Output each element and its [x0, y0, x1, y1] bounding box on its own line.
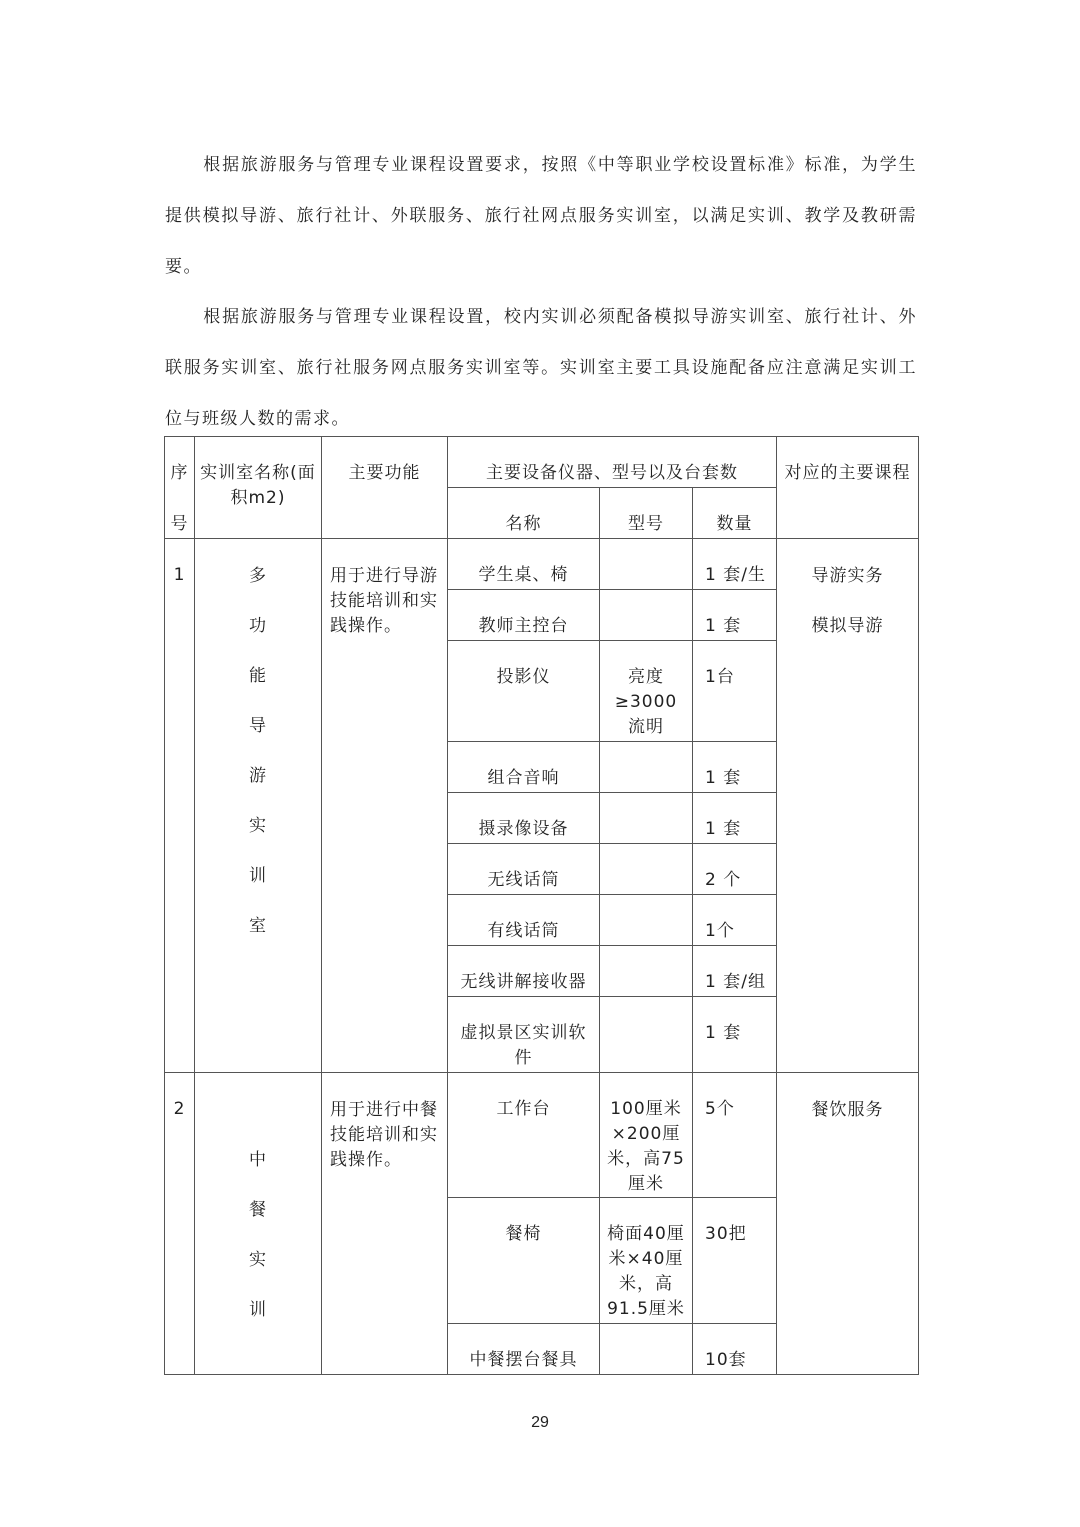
item-name: 中餐摆台餐具 — [448, 1324, 600, 1375]
intro-paragraph-2: 根据旅游服务与管理专业课程设置，校内实训必须配备模拟导游实训室、旅行社计、外联服务实训室、旅行社服务网点服务实训室等。实训室主要工具设施配备应注意满足实训工位与班级人数的需求。 — [165, 307, 917, 429]
item-name: 教师主控台 — [448, 590, 600, 641]
room-courses: 导游实务 模拟导游 — [777, 539, 919, 1073]
room-courses: 餐饮服务 — [777, 1073, 919, 1375]
table-row — [165, 539, 919, 590]
room-function: 用于进行导游技能培训和实践操作。 — [322, 539, 448, 1073]
item-qty: 1 套/生 — [693, 539, 777, 590]
item-name: 学生桌、椅 — [448, 539, 600, 590]
item-name: 投影仪 — [448, 641, 600, 742]
header-item-name: 名称 — [448, 488, 600, 539]
item-qty: 1台 — [693, 641, 777, 742]
item-model — [600, 946, 693, 997]
item-qty: 1 套 — [693, 793, 777, 844]
room-seq: 2 — [165, 1073, 195, 1375]
header-seq: 序 号 — [165, 437, 195, 539]
item-name: 组合音响 — [448, 742, 600, 793]
table-row — [165, 1073, 919, 1198]
room-function: 用于进行中餐技能培训和实践操作。 — [322, 1073, 448, 1375]
item-name: 虚拟景区实训软件 — [448, 997, 600, 1073]
room-seq: 1 — [165, 539, 195, 1073]
item-qty: 1个 — [693, 895, 777, 946]
item-qty: 5个 — [693, 1073, 777, 1198]
room-name-vertical: 多 功 能 导 游 实 训 室 — [195, 539, 322, 1073]
item-qty: 1 套/组 — [693, 946, 777, 997]
header-room-name: 实训室名称(面积m2) — [195, 437, 322, 539]
item-model — [600, 793, 693, 844]
table-header-row — [165, 437, 919, 488]
item-model — [600, 742, 693, 793]
header-equipment: 主要设备仪器、型号以及台套数 — [448, 437, 777, 488]
item-model — [600, 844, 693, 895]
header-course: 对应的主要课程 — [777, 437, 919, 539]
item-model — [600, 997, 693, 1073]
header-function: 主要功能 — [322, 437, 448, 539]
item-model — [600, 895, 693, 946]
item-name: 餐椅 — [448, 1198, 600, 1324]
intro-paragraph-1: 根据旅游服务与管理专业课程设置要求，按照《中等职业学校设置标准》标准，为学生提供模拟导游、旅行社计、外联服务、旅行社网点服务实训室，以满足实训、教学及教研需要。 — [165, 155, 917, 277]
item-name: 无线讲解接收器 — [448, 946, 600, 997]
item-model — [600, 539, 693, 590]
item-qty: 2 个 — [693, 844, 777, 895]
item-model: 椅面40厘米×40厘米，高91.5厘米 — [600, 1198, 693, 1324]
item-name: 工作台 — [448, 1073, 600, 1198]
item-name: 有线话筒 — [448, 895, 600, 946]
header-item-model: 型号 — [600, 488, 693, 539]
item-qty: 1 套 — [693, 997, 777, 1073]
item-model: 亮度≥3000 流明 — [600, 641, 693, 742]
item-name: 摄录像设备 — [448, 793, 600, 844]
item-qty: 10套 — [693, 1324, 777, 1375]
page-number: 29 — [531, 1414, 549, 1431]
item-name: 无线话筒 — [448, 844, 600, 895]
item-qty: 1 套 — [693, 742, 777, 793]
item-model — [600, 1324, 693, 1375]
item-qty: 30把 — [693, 1198, 777, 1324]
training-room-table — [164, 436, 919, 1375]
item-model — [600, 590, 693, 641]
item-qty: 1 套 — [693, 590, 777, 641]
item-model: 100厘米×200厘米，高75厘米 — [600, 1073, 693, 1198]
header-item-qty: 数量 — [693, 488, 777, 539]
room-name-vertical: 中 餐 实 训 — [195, 1073, 322, 1375]
